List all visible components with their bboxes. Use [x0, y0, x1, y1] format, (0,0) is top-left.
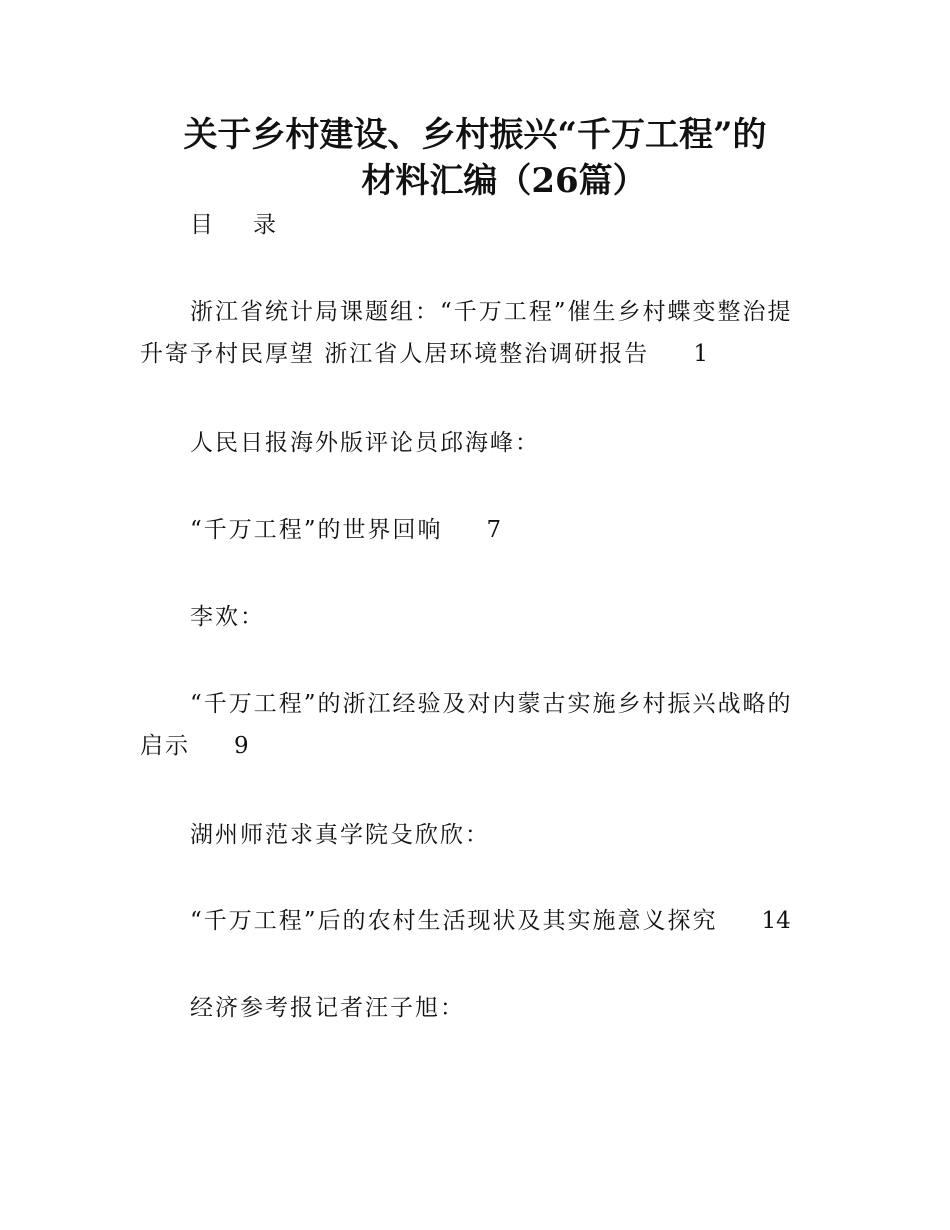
toc-entry-text: 湖州师范求真学院殳欣欣： — [190, 822, 490, 848]
toc-heading-char-2: 录 — [253, 212, 276, 238]
title-line-2: 材料汇编（26篇） — [361, 161, 647, 201]
toc-entry-text: “千万工程”后的农村生活现状及其实施意义探究 — [190, 908, 718, 934]
toc-entry — [140, 509, 810, 551]
toc-entry-page: 7 — [486, 517, 502, 543]
toc-entry-text-cont: 启示 — [140, 733, 190, 759]
toc-entry-text: 李欢： — [190, 604, 265, 630]
toc-entry-text: “千万工程”的世界回响 — [190, 517, 443, 543]
toc-entry — [140, 987, 810, 1029]
toc-entry — [140, 596, 810, 638]
toc-entry-text: 浙江省统计局课题组：“千万工程”催生乡村蝶变整治提 — [190, 299, 793, 325]
toc-entry — [140, 814, 810, 856]
toc-entry-page: 9 — [234, 733, 249, 759]
toc-heading-char-1: 目 — [190, 212, 213, 238]
toc-entry — [140, 422, 810, 464]
toc-entry — [140, 683, 810, 767]
toc-entry-text: 经济参考报记者汪子旭： — [190, 995, 465, 1021]
toc-heading — [140, 204, 810, 246]
title-line-1: 关于乡村建设、乡村振兴“千万工程”的 — [183, 115, 767, 155]
toc-entry-text: “千万工程”的浙江经验及对内蒙古实施乡村振兴战略的 — [190, 691, 793, 717]
toc-entry-text-cont: 升寄予村民厚望 浙江省人居环境整治调研报告 — [140, 341, 650, 367]
toc-entry-page: 1 — [693, 341, 708, 367]
toc-entry — [140, 900, 810, 942]
toc-entry — [140, 291, 810, 375]
toc-entry-text: 人民日报海外版评论员邱海峰： — [190, 430, 540, 456]
toc-entry-page: 14 — [761, 908, 791, 934]
document-title — [140, 112, 810, 204]
